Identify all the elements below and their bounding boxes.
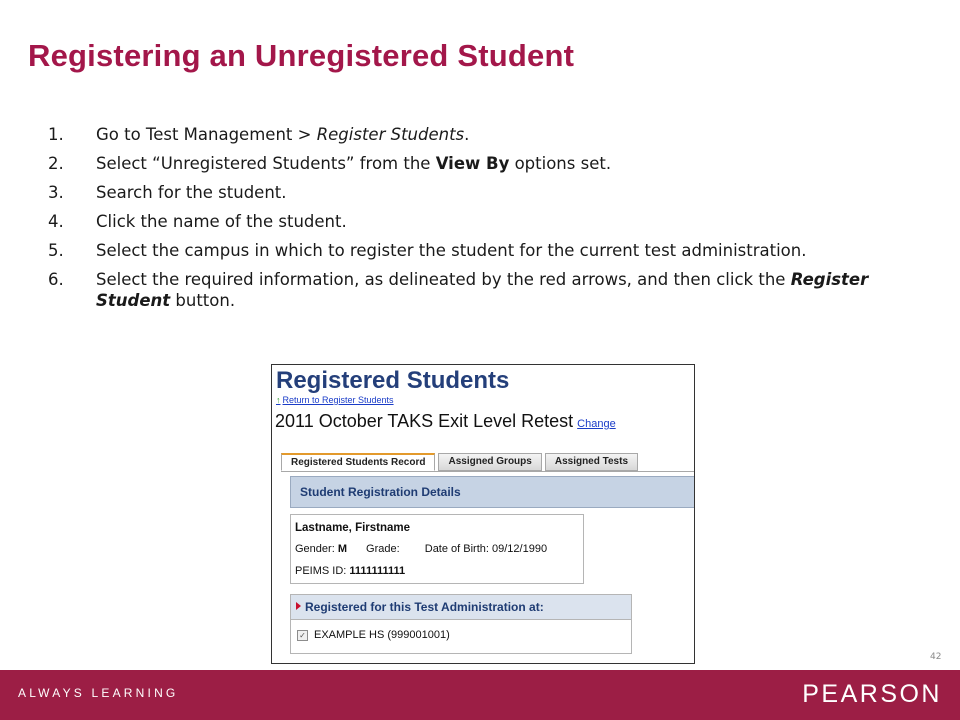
step-item (48, 153, 908, 174)
tab-divider (281, 471, 694, 472)
test-name-label: 2011 October TAKS Exit Level Retest (275, 411, 574, 431)
tab-registered-students-record[interactable]: Registered Students Record (281, 453, 435, 471)
student-info-box (290, 514, 584, 584)
details-panel-header (290, 476, 695, 508)
return-link-label: Return to Register Students (282, 395, 394, 405)
step-text: Select “Unregistered Students” from the (96, 154, 436, 173)
change-link[interactable]: Change (577, 418, 616, 430)
step-number: 5. (48, 241, 64, 260)
step-bold-italic-text: Register Student (96, 270, 869, 310)
step-text: Select the campus in which to register the student for the current test administration. (96, 241, 807, 260)
dob-label: Date of Birth: (424, 543, 489, 555)
peims-label: PEIMS ID: (295, 565, 347, 577)
peims-value: 1111111111 (349, 565, 406, 577)
step-text: Search for the student. (96, 183, 287, 202)
step-text: . (464, 125, 470, 144)
pearson-logo: PEARSON (802, 680, 942, 708)
step-text: button. (170, 291, 236, 310)
registration-header[interactable] (291, 595, 631, 620)
step-number: 1. (48, 125, 64, 144)
expand-arrow-icon (296, 602, 301, 610)
step-bold: View By (435, 154, 510, 173)
step-number: 6. (48, 270, 64, 289)
registered-students-heading: Registered Students (276, 367, 510, 394)
page-number: 42 (930, 652, 942, 662)
student-name: Lastname, Firstname (295, 522, 411, 534)
step-text: Select the required information, as delineated by the red arrows, and then click the (96, 270, 791, 289)
step-text: Go to Test Management > (96, 125, 317, 144)
step-item (48, 124, 908, 145)
up-arrow-icon: ↑ (276, 395, 281, 405)
gender-label: Gender: (295, 543, 335, 555)
step-number: 2. (48, 154, 64, 173)
peims-row (295, 565, 405, 577)
dob-value: 09/12/1990 (492, 543, 548, 555)
tab-bar (281, 453, 641, 471)
panel-title: Student Registration Details (300, 485, 461, 499)
slide-title: Registering an Unregistered Student (28, 38, 575, 73)
registration-box (290, 594, 632, 654)
step-text: Click the name of the student. (96, 212, 347, 231)
step-text: options set. (509, 154, 612, 173)
step-emphasis: Register Students (316, 125, 465, 144)
return-link[interactable] (276, 395, 394, 405)
gender-value: M (337, 543, 347, 555)
test-name (275, 411, 616, 432)
step-number: 4. (48, 212, 64, 231)
embedded-screenshot (271, 364, 695, 664)
registration-header-label: Registered for this Test Administration at: (305, 600, 544, 614)
campus-checkbox[interactable]: ✓ (297, 630, 308, 641)
step-item (48, 182, 908, 203)
step-item (48, 269, 908, 311)
campus-label: EXAMPLE HS (999001001) (314, 629, 450, 641)
tab-assigned-tests[interactable]: Assigned Tests (545, 453, 638, 471)
student-demographics (295, 543, 547, 555)
instruction-steps (48, 124, 908, 319)
step-item (48, 211, 908, 232)
tab-assigned-groups[interactable]: Assigned Groups (438, 453, 541, 471)
step-number: 3. (48, 183, 64, 202)
footer-bar (0, 670, 960, 720)
step-item (48, 240, 908, 261)
grade-label: Grade: (366, 543, 400, 555)
footer-tagline: ALWAYS LEARNING (18, 686, 179, 700)
